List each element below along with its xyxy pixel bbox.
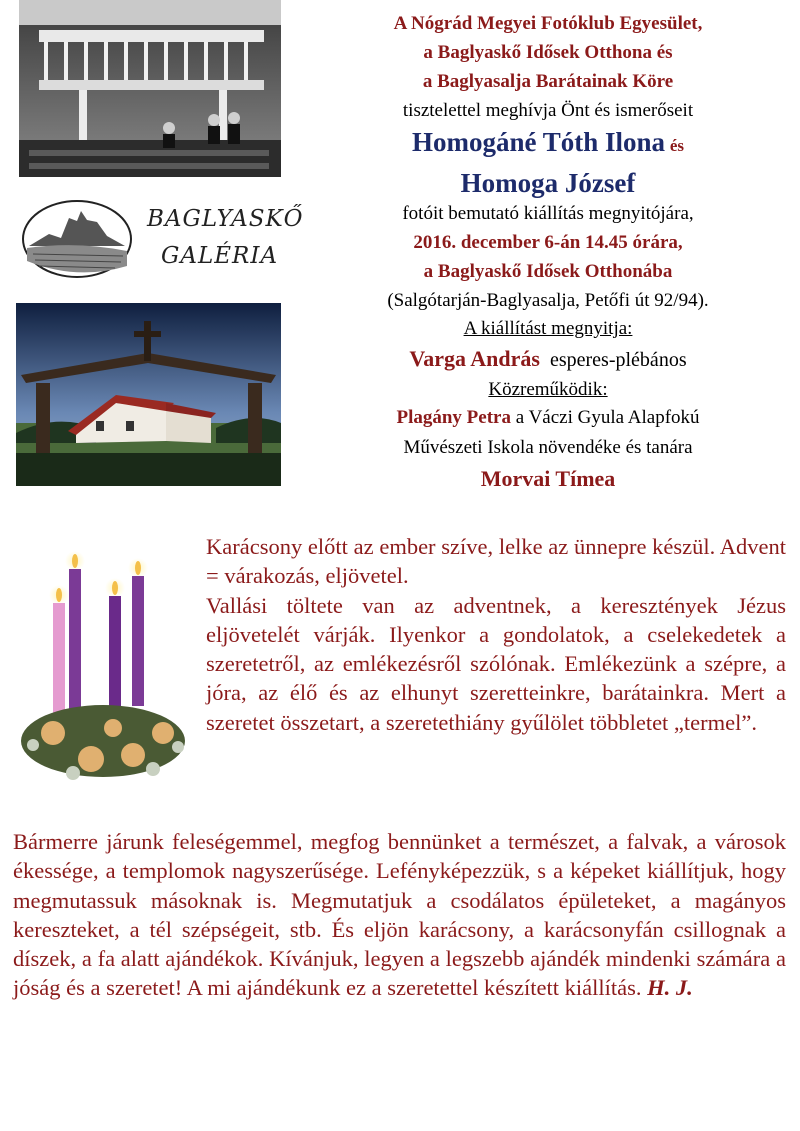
story-paragraph-1b: Vallási töltete van az adventnek, a keresztények Jézus eljövetelét várják. Ilyenkor a gondolatok, a cselekedetek a szeretetről, az emlékezésről szólónak. Emlékezünk a szépre, a jóra, az élő és az elhunyt szeretteinkre, barátainkra. Mert a szeretet összetart, a szeretethiány gyűlölet többletet „termel”.	[206, 592, 786, 735]
artist-1-name: Homogáné Tóth Ilona	[412, 127, 666, 157]
artist-2-name: Homoga József	[460, 168, 636, 198]
logo-line2: GALÉRIA	[161, 243, 279, 269]
church-interior-photo	[19, 0, 281, 177]
story-paragraph-2-wrap	[13, 827, 786, 1003]
org-line-2: a Baglyaskő Idősek Otthona és	[423, 42, 673, 63]
venue-line: a Baglyaskő Idősek Otthonába	[423, 261, 673, 282]
opener-line	[308, 341, 788, 378]
story-lower	[13, 827, 786, 1003]
opener-name: Varga András	[409, 346, 540, 371]
contrib-line-2: Művészeti Iskola növendéke és tanára	[403, 437, 693, 458]
contrib-label: Közreműködik:	[488, 379, 608, 400]
advent-wreath-photo	[13, 533, 196, 795]
invitation-block	[308, 9, 788, 496]
org-line-3: a Baglyasalja Barátainak Köre	[422, 71, 674, 92]
baglyasko-galeria-logo	[19, 196, 304, 286]
logo-line1: BAGLYASKŐ	[147, 206, 304, 232]
contrib-line-1	[308, 402, 788, 434]
signature: H. J.	[647, 975, 693, 1001]
story-paragraph-1a: Karácsony előtt az ember szíve, lelke az ünnepre készül. Advent = várakozás, eljövetel.	[206, 534, 786, 589]
address-line: (Salgótarján-Baglyasalja, Petőfi út 92/94).	[387, 290, 709, 311]
occasion-line: fotóit bemutató kiállítás megnyitójára,	[402, 203, 694, 224]
church-exterior-photo	[16, 303, 281, 486]
story-upper	[206, 532, 786, 737]
invites-line: tisztelettel meghívja Önt és ismerőseit	[402, 100, 694, 121]
org-line-1: A Nógrád Megyei Fotóklub Egyesület,	[393, 13, 703, 34]
date-line: 2016. december 6-án 14.45 órára,	[413, 232, 683, 253]
story-paragraph-2: Bármerre járunk feleségemmel, megfog bennünket a természet, a falvak, a városok ékessége, a templomok nagyszerűsége. Lefényképezzük, s a képeket kiállítjuk, hogy megmutassuk másoknak is. Megmutatjuk a csodálatos épületeket, a magányos kereszteket, a tél szépségeit, stb. És eljön karácsony, a karácsonyfán csillognak a díszek, a fa alatt ajándékok. Kívánjuk, legyen a legszebb ajándék mindenki számára a jóság és a szeretet! A mi ajándékunk ez a szeretettel készített kiállítás.	[13, 829, 786, 1001]
contrib-rest-1: a Váczi Gyula Alapfokú	[515, 407, 700, 428]
opener-title: esperes-plébános	[549, 349, 687, 371]
contrib-teacher: Morvai Tímea	[480, 466, 616, 491]
contrib-name: Plagány Petra	[396, 407, 511, 428]
artist-line-1	[308, 123, 788, 165]
opener-label: A kiállítást megnyitja:	[463, 318, 633, 339]
and-word: és	[669, 136, 684, 155]
